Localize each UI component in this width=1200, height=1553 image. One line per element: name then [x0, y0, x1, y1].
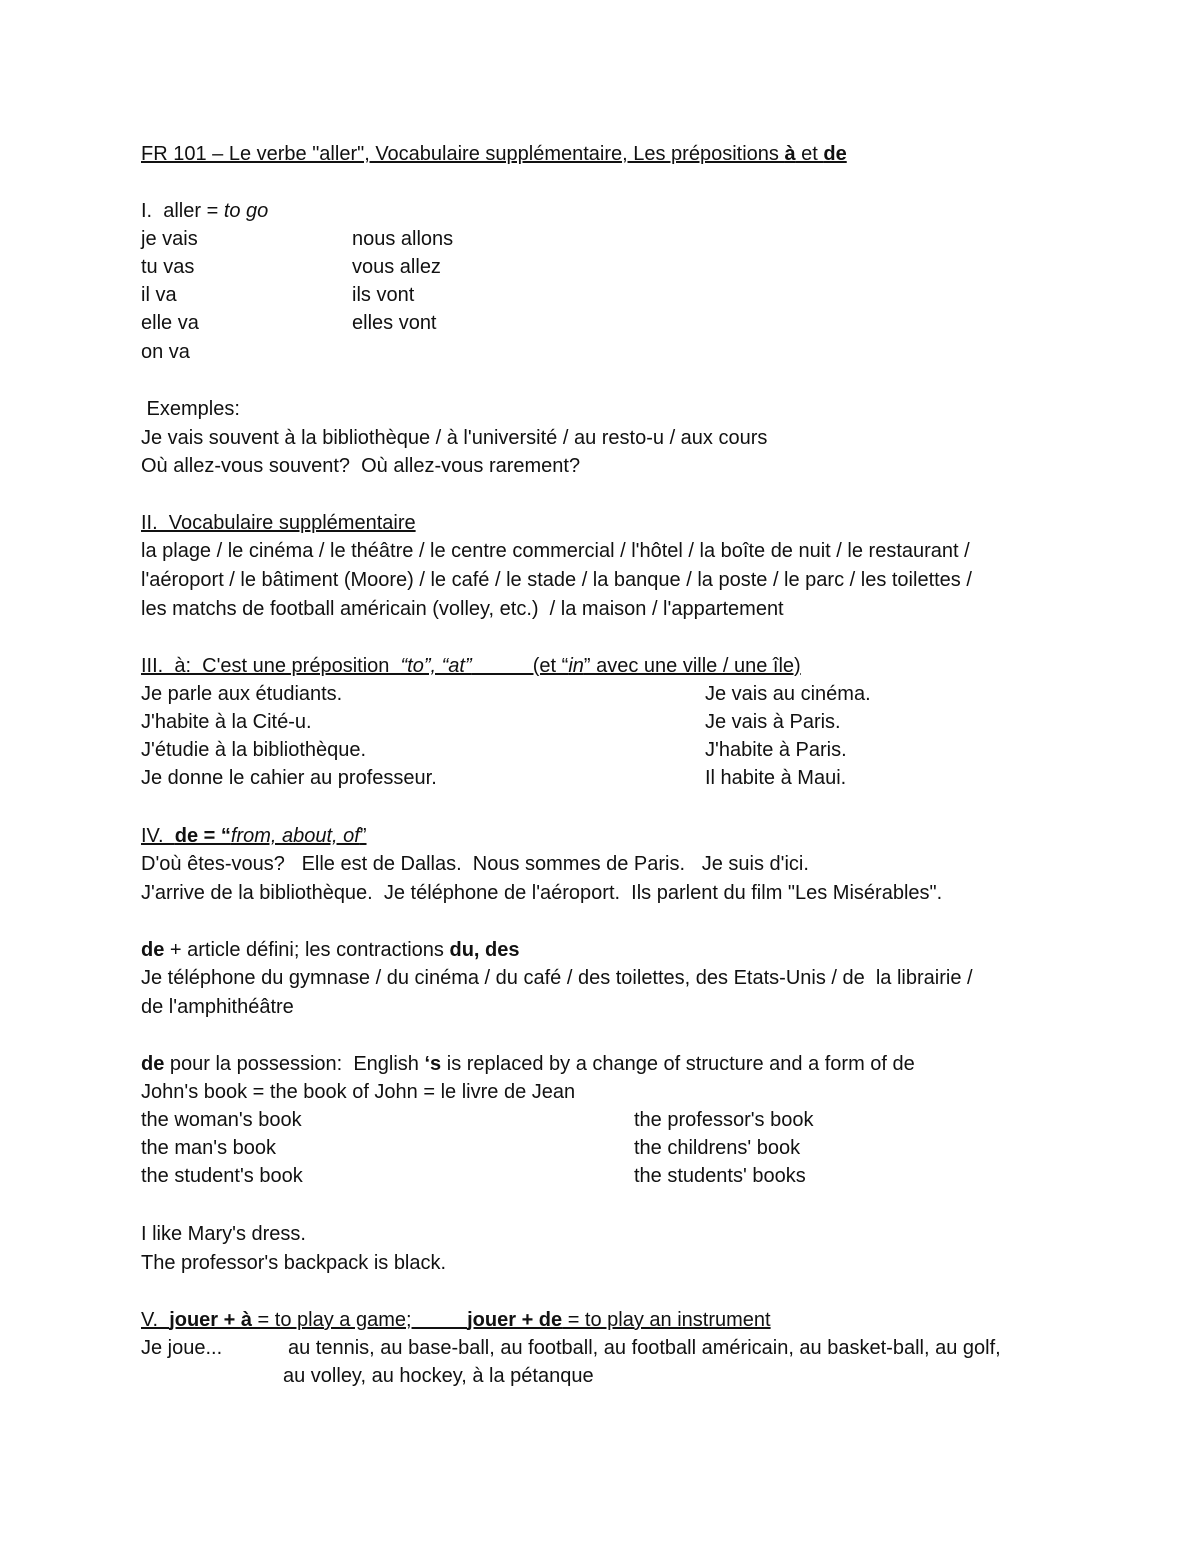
section3-heading-italic: “to”, “at” — [400, 655, 472, 677]
preposition-example-right: J'habite à Paris. — [705, 739, 847, 761]
preposition-example-right: Il habite à Maui. — [705, 767, 847, 789]
conjugation-right: ils vont — [352, 284, 415, 306]
section3-heading-suffix: ” avec une ville / une île) — [583, 655, 801, 677]
section4-heading-italic: from, about, of — [230, 825, 360, 847]
examples-label: Exemples: — [141, 398, 240, 420]
contractions-text: + article défini; les contractions — [164, 939, 450, 961]
possession-right: the students' books — [634, 1165, 806, 1187]
conjugation-left: elle va — [141, 312, 199, 334]
title-text: FR 101 – Le verbe "aller", Vocabulaire supplémentaire, Les prépositions — [141, 143, 785, 165]
sports-line: au tennis, au base-ball, au football, au football américain, au basket-ball, au golf, — [288, 1337, 1001, 1359]
section5-heading — [141, 1306, 771, 1334]
contractions-heading — [141, 936, 520, 964]
possession-right: the professor's book — [634, 1109, 814, 1131]
sports-line: au volley, au hockey, à la pétanque — [283, 1365, 594, 1387]
section5-heading-middle: = to play a game; — [252, 1309, 468, 1331]
contraction-line: Je téléphone du gymnase / du cinéma / du café / des toilettes, des Etats-Unis / de la librairie / — [141, 967, 973, 989]
title-et: et — [795, 143, 824, 165]
title-de: de — [823, 143, 847, 165]
section3-heading-italic-in: in — [568, 655, 584, 677]
section3-heading-middle: (et “ — [471, 655, 569, 677]
vocab-line: les matchs de football américain (volley, etc.) / la maison / l'appartement — [141, 598, 784, 620]
page-title — [141, 140, 847, 168]
je-joue-label: Je joue... — [141, 1337, 223, 1359]
section5-heading-text: V. — [141, 1309, 170, 1331]
example-line: Je vais souvent à la bibliothèque / à l'université / au resto-u / aux cours — [141, 427, 768, 449]
preposition-example-right: Je vais au cinéma. — [705, 683, 871, 705]
conjugation-right: nous allons — [352, 228, 454, 250]
preposition-example-left: Je parle aux étudiants. — [141, 683, 343, 705]
conjugation-left: tu vas — [141, 256, 195, 278]
preposition-example-right: Je vais à Paris. — [705, 711, 841, 733]
vocab-line: la plage / le cinéma / le théâtre / le centre commercial / l'hôtel / la boîte de nuit / le restaurant / — [141, 540, 970, 562]
possession-left: the woman's book — [141, 1109, 302, 1131]
vocab-line: l'aéroport / le bâtiment (Moore) / le café / le stade / la banque / la poste / le parc / les toilettes / — [141, 569, 972, 591]
section5-jouer-de: jouer + de — [467, 1309, 563, 1331]
section1-heading-text: I. aller = — [141, 200, 224, 222]
possession-de: de — [141, 1053, 165, 1075]
preposition-example-left: Je donne le cahier au professeur. — [141, 767, 437, 789]
conjugation-right: vous allez — [352, 256, 441, 278]
section4-heading-bold: de = “ — [174, 825, 231, 847]
section3-heading — [141, 652, 801, 680]
possession-text-2: is replaced by a change of structure and a form of de — [441, 1053, 915, 1075]
section1-heading-italic: to go — [223, 200, 269, 222]
section5-jouer-a: jouer + à — [169, 1309, 252, 1331]
section3-heading-text: III. à: C'est une préposition — [141, 655, 401, 677]
section4-heading — [141, 822, 367, 850]
possession-right: the childrens' book — [634, 1137, 801, 1159]
section2-heading: II. Vocabulaire supplémentaire — [141, 512, 416, 534]
possession-heading — [141, 1050, 915, 1078]
possession-left: the student's book — [141, 1165, 303, 1187]
conjugation-left: je vais — [141, 228, 198, 250]
section4-heading-suffix: ” — [359, 825, 367, 847]
contractions-du-des: du, des — [449, 939, 520, 961]
section1-heading — [141, 197, 268, 225]
english-sentence: The professor's backpack is black. — [141, 1252, 447, 1274]
conjugation-left: on va — [141, 341, 190, 363]
conjugation-left: il va — [141, 284, 177, 306]
conjugation-right: elles vont — [352, 312, 437, 334]
de-example-line: D'où êtes-vous? Elle est de Dallas. Nous sommes de Paris. Je suis d'ici. — [141, 853, 809, 875]
possession-left: the man's book — [141, 1137, 277, 1159]
preposition-example-left: J'habite à la Cité-u. — [141, 711, 312, 733]
example-line: Où allez-vous souvent? Où allez-vous rarement? — [141, 455, 581, 477]
contractions-de: de — [141, 939, 165, 961]
possession-example: John's book = the book of John = le livre de Jean — [141, 1081, 576, 1103]
preposition-example-left: J'étudie à la bibliothèque. — [141, 739, 367, 761]
section5-heading-suffix: = to play an instrument — [562, 1309, 771, 1331]
section4-heading-text: IV. — [141, 825, 175, 847]
de-example-line: J'arrive de la bibliothèque. Je téléphone de l'aéroport. Ils parlent du film "Les Misérables". — [141, 882, 943, 904]
title-a: à — [784, 143, 796, 165]
contraction-line: de l'amphithéâtre — [141, 996, 294, 1018]
possession-s: ‘s — [424, 1053, 442, 1075]
possession-text: pour la possession: English — [164, 1053, 425, 1075]
english-sentence: I like Mary's dress. — [141, 1223, 306, 1245]
